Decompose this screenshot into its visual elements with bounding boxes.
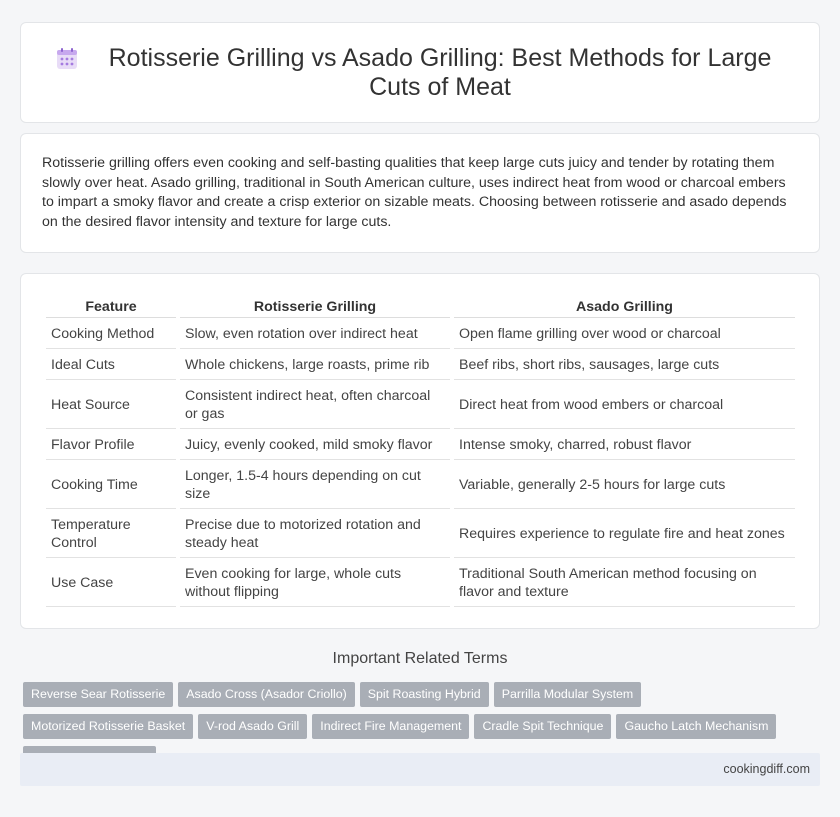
- asado-cell: Variable, generally 2-5 hours for large cuts: [454, 462, 795, 509]
- footer-bar: [20, 753, 820, 786]
- footer-site-link[interactable]: cookingdiff.com: [723, 762, 810, 776]
- table-row: [46, 382, 795, 429]
- asado-cell: Open flame grilling over wood or charcoal: [454, 320, 795, 349]
- related-tag[interactable]: Cradle Spit Technique: [474, 714, 611, 739]
- rotisserie-cell: Whole chickens, large roasts, prime rib: [180, 351, 450, 380]
- feature-cell: Heat Source: [46, 382, 176, 429]
- comparison-table: [42, 294, 799, 609]
- related-tag[interactable]: Motorized Rotisserie Basket: [23, 714, 193, 739]
- table-row: [46, 431, 795, 460]
- table-row: [46, 462, 795, 509]
- rotisserie-cell: Longer, 1.5-4 hours depending on cut size: [180, 462, 450, 509]
- feature-cell: Use Case: [46, 560, 176, 607]
- asado-cell: Requires experience to regulate fire and heat zones: [454, 511, 795, 558]
- calendar-grid-icon: [55, 47, 79, 71]
- related-terms-title: Important Related Terms: [332, 650, 508, 667]
- related-tag[interactable]: Parrilla Modular System: [494, 682, 642, 707]
- table-row: [46, 351, 795, 380]
- header-card: [20, 22, 820, 123]
- feature-cell: Cooking Time: [46, 462, 176, 509]
- table-header-row: [46, 296, 795, 318]
- rotisserie-cell: Juicy, evenly cooked, mild smoky flavor: [180, 431, 450, 460]
- header-asado: Asado Grilling: [454, 296, 795, 318]
- related-tag[interactable]: Indirect Fire Management: [312, 714, 469, 739]
- intro-card: [20, 133, 820, 253]
- rotisserie-cell: Consistent indirect heat, often charcoal or gas: [180, 382, 450, 429]
- header-feature: Feature: [46, 296, 176, 318]
- related-tag[interactable]: V-rod Asado Grill: [198, 714, 307, 739]
- feature-cell: Ideal Cuts: [46, 351, 176, 380]
- rotisserie-cell: Slow, even rotation over indirect heat: [180, 320, 450, 349]
- related-tag[interactable]: Gaucho Latch Mechanism: [616, 714, 776, 739]
- rotisserie-cell: Even cooking for large, whole cuts without flipping: [180, 560, 450, 607]
- feature-cell: Flavor Profile: [46, 431, 176, 460]
- related-tag[interactable]: Reverse Sear Rotisserie: [23, 682, 173, 707]
- rotisserie-cell: Precise due to motorized rotation and steady heat: [180, 511, 450, 558]
- related-tag[interactable]: Spit Roasting Hybrid: [360, 682, 489, 707]
- related-tag[interactable]: Asado Cross (Asador Criollo): [178, 682, 354, 707]
- asado-cell: Beef ribs, short ribs, sausages, large cuts: [454, 351, 795, 380]
- table-row: [46, 511, 795, 558]
- feature-cell: Temperature Control: [46, 511, 176, 558]
- page-title: Rotisserie Grilling vs Asado Grilling: Best Methods for Large Cuts of Meat: [108, 44, 772, 101]
- asado-cell: Direct heat from wood embers or charcoal: [454, 382, 795, 429]
- asado-cell: Intense smoky, charred, robust flavor: [454, 431, 795, 460]
- comparison-card: [20, 273, 820, 629]
- table-row: [46, 560, 795, 607]
- feature-cell: Cooking Method: [46, 320, 176, 349]
- asado-cell: Traditional South American method focusing on flavor and texture: [454, 560, 795, 607]
- intro-paragraph: Rotisserie grilling offers even cooking and self-basting qualities that keep large cuts juicy and tender by rotating them slowly over heat. Asado grilling, traditional in South American culture, uses indirect heat from wood or charcoal embers to impart a smoky flavor and create a crisp exterior on sizable meats. Choosing between rotisserie and asado depends on the desired flavor intensity and texture for large cuts.: [42, 155, 787, 230]
- table-row: [46, 320, 795, 349]
- header-rotisserie: Rotisserie Grilling: [180, 296, 450, 318]
